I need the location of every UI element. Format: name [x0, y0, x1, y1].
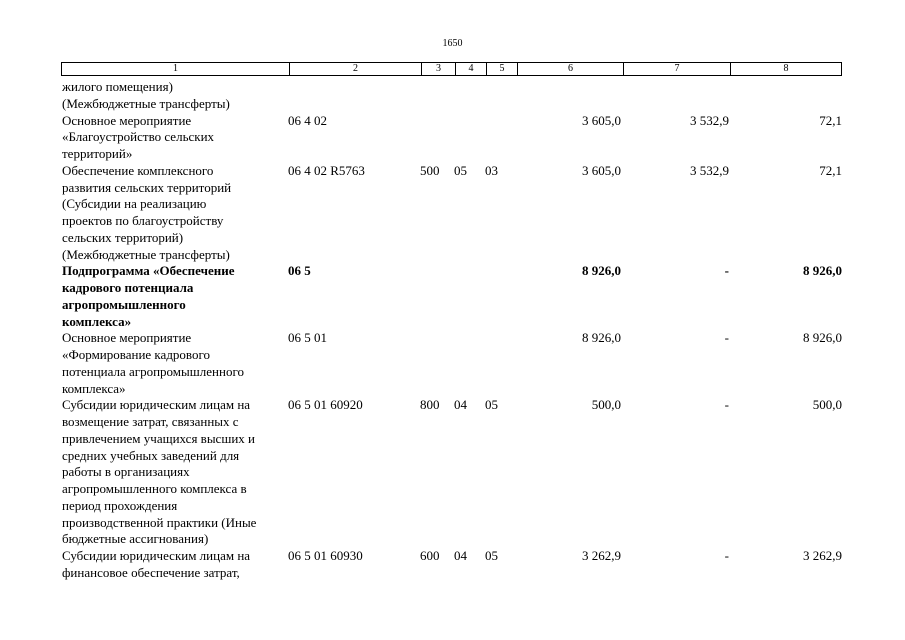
row-name [62, 397, 290, 548]
row-name-line: комплекса» [62, 380, 126, 396]
row-col-8: 72,1 [819, 112, 842, 128]
row-col-4: 05 [454, 162, 467, 178]
row-name [62, 548, 290, 582]
row-col-6: 8 926,0 [582, 330, 621, 346]
row-name-line: (Межбюджетные трансферты) [62, 246, 230, 262]
row-name [62, 79, 290, 113]
row-name [62, 113, 290, 163]
table-row [0, 113, 905, 163]
row-name-line: привлечением учащихся высших и [62, 430, 256, 446]
table-row [0, 263, 905, 330]
row-name-line: потенциала агропромышленного [62, 363, 244, 379]
header-col-4: 4 [455, 63, 486, 75]
row-name-line: финансовое обеспечение затрат, [62, 564, 240, 580]
row-name-line: период прохождения [62, 497, 178, 513]
row-col-3: 600 [420, 548, 440, 563]
row-name-line: агропромышленного комплекса в [62, 481, 247, 496]
row-name-line: «Благоустройство сельских [62, 129, 215, 145]
row-col-6: 3 605,0 [582, 162, 621, 178]
row-name-line: Субсидии юридическим лицам на [62, 548, 251, 563]
row-name-line: жилого помещения) [62, 79, 173, 94]
row-name-line: проектов по благоустройству [62, 213, 224, 228]
row-col-7: 3 532,9 [690, 162, 729, 178]
row-col-4: 04 [454, 397, 467, 413]
row-col-8: 8 926,0 [803, 330, 842, 346]
row-col-3: 800 [420, 397, 440, 413]
row-col-5: 05 [485, 397, 498, 413]
row-name-line: (Субсидии на реализацию [62, 196, 207, 212]
row-name [62, 163, 290, 264]
row-name-line: производственной практики (Иные [62, 514, 257, 530]
row-name-line: Субсидии юридическим лицам на [62, 397, 251, 413]
row-col-8: 8 926,0 [803, 263, 842, 279]
row-col-3: 500 [420, 162, 440, 178]
header-col-7: 7 [623, 63, 730, 75]
row-col-7: - [724, 397, 729, 413]
row-col-4: 04 [454, 548, 467, 563]
row-name-line: агропромышленного [62, 296, 186, 312]
row-col-7: - [724, 263, 729, 279]
row-name-line: бюджетные ассигнования) [62, 531, 209, 547]
row-name-line: комплекса» [62, 313, 132, 329]
row-col-7: - [724, 548, 729, 563]
row-name-line: сельских территорий) [62, 229, 184, 245]
row-code: 06 4 02 R5763 [288, 162, 365, 178]
row-col-8: 72,1 [819, 162, 842, 178]
row-name [62, 330, 290, 397]
row-code: 06 5 01 60930 [288, 548, 363, 563]
header-col-1: 1 [173, 63, 178, 74]
row-name-line: возмещение затрат, связанных с [62, 414, 239, 429]
row-name-line: кадрового потенциала [62, 280, 194, 295]
header-col-2: 2 [289, 63, 421, 75]
row-code: 06 4 02 [288, 112, 327, 128]
header-col-6: 6 [517, 63, 623, 75]
row-name [62, 263, 290, 330]
row-col-6: 8 926,0 [582, 263, 621, 279]
row-code: 06 5 [288, 263, 311, 279]
row-name-line: Подпрограмма «Обеспечение [62, 263, 235, 279]
row-col-6: 3 605,0 [582, 112, 621, 128]
header-col-5: 5 [486, 63, 517, 75]
row-col-5: 05 [485, 548, 498, 563]
row-name-line: работы в организациях [62, 464, 190, 480]
table-row [0, 163, 905, 264]
table-row [0, 548, 905, 582]
table-row [0, 397, 905, 548]
row-name-line: Основное мероприятие [62, 112, 192, 128]
row-name-line: Обеспечение комплексного [62, 162, 214, 178]
row-name-line: (Межбюджетные трансферты) [62, 95, 230, 111]
row-code: 06 5 01 60920 [288, 397, 363, 413]
row-col-6: 500,0 [591, 397, 621, 413]
row-code: 06 5 01 [288, 330, 327, 346]
row-col-7: 3 532,9 [690, 112, 729, 128]
row-name-line: «Формирование кадрового [62, 347, 210, 362]
header-col-8: 8 [730, 63, 841, 75]
row-name-line: развития сельских территорий [62, 179, 232, 195]
row-col-8: 3 262,9 [803, 548, 842, 563]
table-header [61, 62, 842, 76]
row-col-5: 03 [485, 162, 498, 178]
table-row [0, 330, 905, 397]
row-col-7: - [724, 330, 729, 346]
row-col-6: 3 262,9 [582, 548, 621, 563]
row-col-8: 500,0 [812, 397, 842, 413]
row-name-line: Основное мероприятие [62, 330, 192, 346]
table-body [0, 79, 905, 582]
header-col-3: 3 [421, 63, 455, 75]
row-name-line: территорий» [62, 146, 133, 161]
page-number: 1650 [442, 38, 463, 49]
table-row [0, 79, 905, 113]
row-name-line: средних учебных заведений для [62, 447, 240, 463]
